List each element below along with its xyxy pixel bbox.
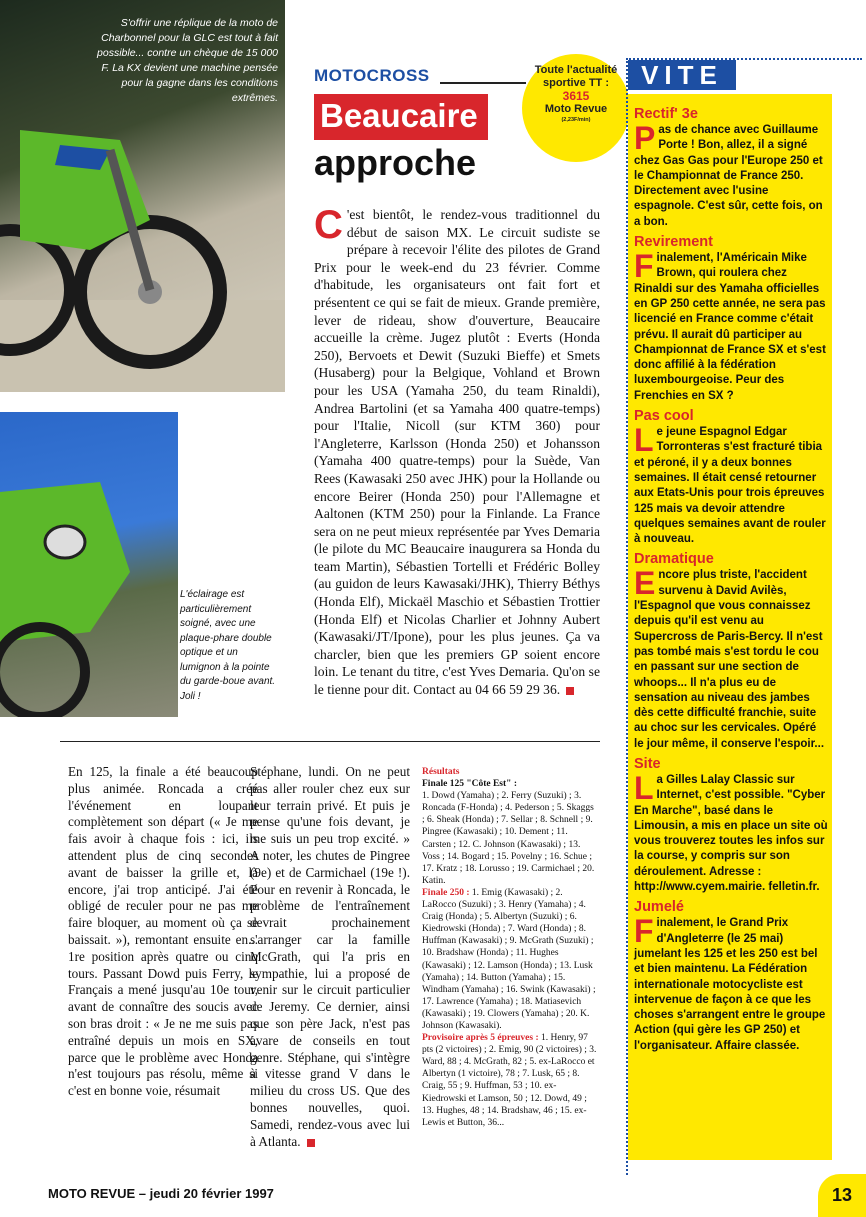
finale125-title: Finale 125 "Côte Est" : xyxy=(422,779,517,790)
article-dropcap: C xyxy=(314,203,343,247)
sidebar-section xyxy=(634,106,828,230)
sidebar-content xyxy=(634,106,828,1058)
sidebar-section-text xyxy=(634,120,828,230)
sidebar-section-heading: Site xyxy=(634,755,661,772)
badge-line4: (2,23F/min) xyxy=(561,117,591,123)
results-column xyxy=(422,766,598,1129)
sidebar-section-heading: Pas cool xyxy=(634,408,694,425)
sidebar-body: e jeune Espagnol Edgar Torronteras s'est fracturé tibia et péroné, il y a deux bonnes semaines. Il était censé retourner aux Etats-Unis pour trois épreuves 125 mais va devoir attendre quelques semaines avant de rouler à nouveau. xyxy=(634,426,826,546)
section-rubric: MOTOCROSS xyxy=(314,66,430,85)
sidebar-dropcap: E xyxy=(634,565,656,602)
sidebar-section-heading: Dramatique xyxy=(634,551,714,568)
finale125-results: 1. Dowd (Yamaha) ; 2. Ferry (Suzuki) ; 3. Roncada (F-Honda) ; 4. Pederson ; 5. Skaggs ; 6. Sheak (Honda) ; 7. Sellar ; 8. Schnell ; 9. Pingree (Kawasaki) ; 10. Dement ; 11. Carsten ; 12. C. Johnson (Kawasaki) ; 13. Voss ; 14. Bogard ; 15. Povelny ; 16. Schue ; 17. Kratz ; 18. Lorusso ; 19. Carmichael ; 20. Katin. xyxy=(422,791,595,886)
finale250-title: Finale 250 : xyxy=(422,887,470,898)
results-title: Résultats xyxy=(422,767,460,777)
sidebar-dropcap: F xyxy=(634,248,654,285)
sidebar-dropcap: L xyxy=(634,769,654,806)
end-mark xyxy=(566,687,574,695)
footer-masthead: MOTO REVUE – jeudi 20 février 1997 xyxy=(48,1186,274,1201)
sidebar-section-text xyxy=(634,769,828,895)
sidebar-section-heading: Rectif' 3e xyxy=(634,106,698,122)
sidebar-section-text xyxy=(634,248,828,404)
sidebar-dropcap: L xyxy=(634,422,654,459)
sidebar-section xyxy=(634,408,828,547)
end-mark-2 xyxy=(307,1139,315,1147)
headlight-illustration xyxy=(0,412,178,717)
sidebar-section xyxy=(634,551,828,752)
rubric-rule xyxy=(440,82,526,84)
sidebar-section-text xyxy=(634,565,828,752)
sidebar-dropcap: F xyxy=(634,913,654,950)
finale250-results: 1. Emig (Kawasaki) ; 2. LaRocco (Suzuki) ; 3. Henry (Yamaha) ; 4. Craig (Honda) ; 5. Albertyn (Suzuki) ; 6. Kiedrowski (Honda) ; 7. Ward (Honda) ; 8. Huffman (Kawasaki) ; 9. McGrath (Suzuki) ; 10. Bradshaw (Honda) ; 11. Hughes (Kawasaki) ; 12. Lamson (Honda) ; 13. Lusk (Yamaha) ; 14. Button (Yamaha) ; 15. Windham (Yamaha) ; 16. Swink (Kawasaki) ; 17. Lawrence (Yamaha) ; 18. Matiasevich (Kawasaki) ; 19. Clowers (Yamaha) ; 20. K. Johnson (Kawasaki). xyxy=(422,887,596,1031)
provisoire-title: Provisoire après 5 épreuves : xyxy=(422,1033,539,1044)
lower-column-2 xyxy=(250,764,410,1150)
sidebar-body: ncore plus triste, l'accident survenu à David Avilès, l'Espagnol que vous connaissez depuis qu'il est venu au Supercross de Paris-Bercy. Il n'est pas tombé mais s'est tordu le cou en passant sur une section de whoops... Il n'a plus eu de sensation au niveau des jambes dès cette difficulté franchie, suite au choc sur les cervicales. Opéré le jour même, il conserve l'espoir... xyxy=(634,569,825,750)
badge-line2: 3615 xyxy=(562,89,590,103)
sidebar-body: inalement, l'Américain Mike Brown, qui roulera chez Rinaldi sur des Yamaha officielles en GP 250 cette année, ne sera pas licencié en France comme c'était prévu. Il aurait dû participer au Championnat de France SX et s'est donc affilié à la fédération luxembourgeoise. Peur des Frenchies en SX ? xyxy=(634,252,826,402)
lower-column-1: En 125, la finale a été beaucoup plus animée. Roncada a créé l'événement en loupant complètement son départ (« Je me fais avoir à chaque fois : ici, ils attendent plus de cinq secondes avant de baisser la grille et, là encore, j'ai trop anticipé. J'ai été obligé de reculer pour ne pas me faire bloquer, au moment où ça se baissait. »), remontant ensuite en... 1re position après quatre ou cinq tours. Passant Dowd puis Ferry, le Français a mené jusqu'au 10e tour, avant de connaître des soucis avec son bras droit : « Je ne me suis pas entraîné depuis un mois en SX, parce que le problème avec Honda n'est toujours pas résolu, même si c'est en bonne voie, résumait xyxy=(68,764,258,1099)
headline-red: Beaucaire xyxy=(314,94,488,140)
badge-line1: Toute l'actualité sportive TT : xyxy=(534,64,618,89)
article-body: 'est bientôt, le rendez-vous traditionnel du début de saison MX. Le circuit sudiste se prépare à recevoir l'élite des pilotes de Grand Prix pour le week-end du 23 février. Comme d'habitude, les organisateurs ont fait fort et présentent ce qui se fait de mieux. Grande première, lever de rideau, show d'ouverture, Beaucaire accueille la crème. Jugez plutôt : Everts (Honda 250), Bervoets et Dewit (Suzuki Bieffe) et Smets (Husaberg) pour la Belgique, Vohland et Brown pour les USA (Yamaha 250, du team Rinaldi), Andrea Bartolini (et sa Yamaha 400 quatre-temps) pour l'Italie, Nicoll (sur KTM 360) pour l'Angleterre, Karlsson (Honda 250) et Johansson (Yamaha 400 quatre-temps) pour la Suède, Van Rees (Kawasaki 250 avec JHK) pour la Hollande ou encore Beirer (Honda 250) pour l'Allemagne et Aaltonen (KTM 250) pour la Finlande. La France sera on ne peut mieux représentée par Yves Demaria (le pilote du MC Beaucaire inaugurera sa Honda du team Martin), Sébastien Tortelli et Frédéric Bolley (au guidon de leurs Kawasaki/JHK), Thierry Béthys (Honda Elf), Mickaël Maschio et Sébastien Trottier (Honda Elf) et Nicolas Charlier et Johnny Aubert (Kawasaki/JT/Ipone), pour les plus jeunes. Ça va charcler, bien que les premiers GP soient encore loin. Le tenant du titre, c'est Yves Demaria. Qu'on se le tienne pour dit. Contact au 04 66 59 29 36. xyxy=(314,207,600,698)
sidebar-body: inalement, le Grand Prix d'Angleterre (le 25 mai) jumelant les 125 et les 250 est bel et bien maintenu. La Fédération internationale motocycliste est intervenue de façon à ce que les choses s'arrangent entre le groupe Action (qui gère les GP 250) et l'organisateur. Affaire classée. xyxy=(634,917,826,1052)
page-number: 13 xyxy=(818,1174,866,1217)
sidebar-section-text xyxy=(634,913,828,1054)
photo-caption-side: L'éclairage est particulièrement soigné, avec une plaque-phare double optique et un lumignon à la pointe du garde-boue avant. Joli ! xyxy=(180,589,276,702)
sidebar-section-text xyxy=(634,422,828,547)
lower-column-2-text: Stéphane, lundi. On ne peut pas aller rouler chez eux sur leur terrain privé. Et puis je pense qu'une fois devant, je me suis un peu trop excité. » A noter, les chutes de Pingree (9e) et de Carmichael (19e !). Pour en revenir à Roncada, le problème de l'entraînement devrait prochainement s'arranger car la famille McGrath, qui l'a pris en sympathie, lui a proposé de venir sur le circuit particulier de Jeremy. Ce dernier, ainsi que son père Jack, n'est pas avare de conseils en tout genre. Stéphane, qui s'intègre à vitesse grand V dans le milieu du cross US. Que des bonnes nouvelles, quoi. Samedi, rendez-vous avec lui à Atlanta. xyxy=(250,764,410,1149)
minitel-badge xyxy=(522,54,630,162)
section-divider xyxy=(60,741,600,742)
sidebar-section-heading: Revirement xyxy=(634,234,713,251)
sidebar-body: a Gilles Lalay Classic sur Internet, c'est possible. "Cyber En Marche", basé dans le Limousin, a mis en place un site où vous trouverez toutes les infos sur la course, y compris sur son déroulement. Adresse : http://www.cyem.mairie. felletin.fr. xyxy=(634,773,828,894)
sidebar-dropcap: P xyxy=(634,120,656,156)
sidebar-body: as de chance avec Guillaume Porte ! Bon, allez, il a signé chez Gas Gas pour l'Europe 250 et le Championnat de France 250. Directement avec l'usine espagnole. C'est sûr, cette fois, on a bon. xyxy=(634,124,823,228)
sidebar-section xyxy=(634,756,828,895)
sidebar-title: VITE xyxy=(628,60,736,90)
sidebar-section xyxy=(634,899,828,1054)
sidebar-section xyxy=(634,234,828,404)
provisoire-results: 1. Henry, 97 pts (2 victoires) ; 2. Emig, 90 (2 victoires) ; 3. Ward, 88 ; 4. McGrath, 82 ; 5. ex-LaRocco et Albertyn (1 victoire), 78 ; 7. Lusk, 65 ; 8. Craig, 55 ; 9. Huffman, 53 ; 10. ex-Kiedrowski et Lamson, 50 ; 12. Dowd, 49 ; 13. Hughes, 48 ; 14. Bradshaw, 46 ; 15. ex-Lewis et Button, 36... xyxy=(422,1033,597,1128)
main-article xyxy=(314,203,600,699)
photo-headlight-detail xyxy=(0,412,178,717)
sidebar-section-heading: Jumelé xyxy=(634,899,684,916)
badge-line3: Moto Revue xyxy=(544,103,608,115)
photo-caption-top: S'offrir une réplique de la moto de Charbonnel pour la GLC est tout à fait possible... contre un chèque de 15 000 F. La KX devient une machine pensée pour la gagne dans les conditions extrêmes. xyxy=(97,17,278,104)
headline-black: approche xyxy=(314,142,477,183)
